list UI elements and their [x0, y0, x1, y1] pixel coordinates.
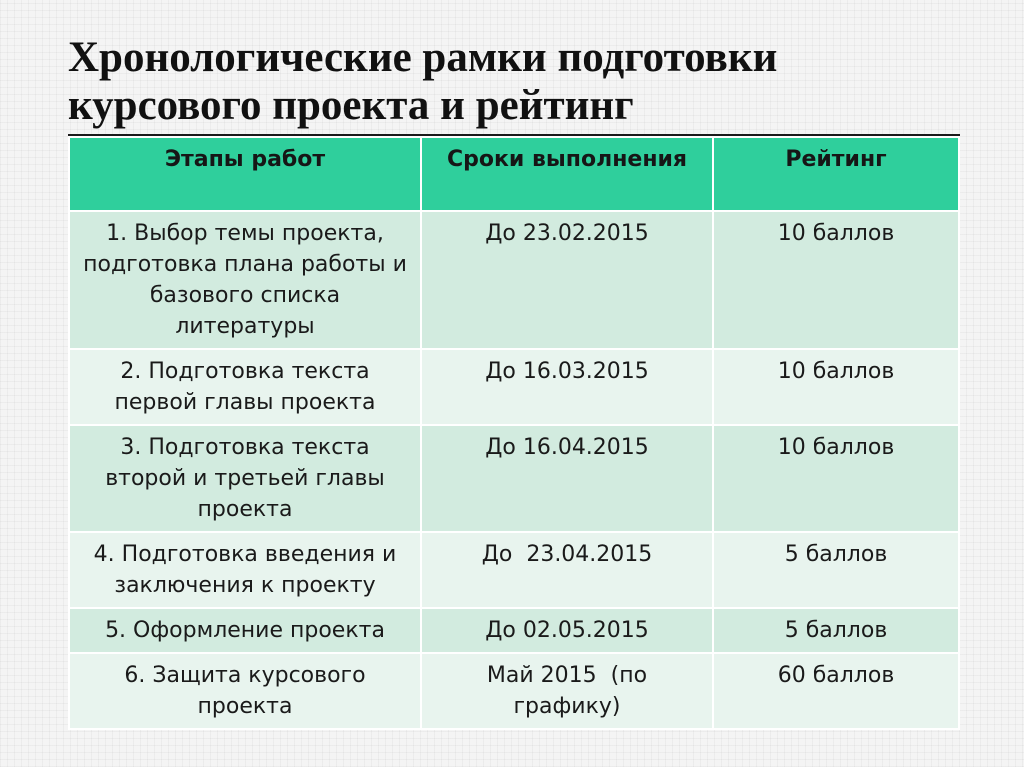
table-body: [69, 211, 959, 729]
rating-cell: 5 баллов: [713, 608, 959, 653]
stage-cell: 3. Подготовка текста второй и третьей главы проекта: [69, 425, 421, 532]
table-row: [69, 349, 959, 425]
deadline-cell: До 16.04.2015: [421, 425, 713, 532]
header-stages: Этапы работ: [69, 137, 421, 211]
rating-cell: 10 баллов: [713, 425, 959, 532]
slide-title-line-2: курсового проекта и рейтинг: [68, 82, 634, 129]
schedule-table: [68, 136, 960, 730]
table-header: [69, 137, 959, 211]
slide-title: [68, 34, 968, 130]
stage-cell: 1. Выбор темы проекта, подготовка плана работы и базового списка литературы: [69, 211, 421, 349]
rating-cell: 10 баллов: [713, 211, 959, 349]
table-row: [69, 532, 959, 608]
rating-cell: 5 баллов: [713, 532, 959, 608]
deadline-cell: До 16.03.2015: [421, 349, 713, 425]
rating-cell: 10 баллов: [713, 349, 959, 425]
rating-cell: 60 баллов: [713, 653, 959, 729]
header-rating: Рейтинг: [713, 137, 959, 211]
slide-title-line-1: Хронологические рамки подготовки: [68, 34, 778, 81]
deadline-cell: До 23.04.2015: [421, 532, 713, 608]
table-row: [69, 653, 959, 729]
header-row: [69, 137, 959, 211]
header-deadlines: Сроки выполнения: [421, 137, 713, 211]
deadline-cell: До 23.02.2015: [421, 211, 713, 349]
table-row: [69, 425, 959, 532]
stage-cell: 4. Подготовка введения и заключения к проекту: [69, 532, 421, 608]
schedule-table-container: [68, 136, 958, 730]
deadline-cell: До 02.05.2015: [421, 608, 713, 653]
deadline-cell: Май 2015 (по графику): [421, 653, 713, 729]
stage-cell: 5. Оформление проекта: [69, 608, 421, 653]
table-row: [69, 608, 959, 653]
stage-cell: 6. Защита курсового проекта: [69, 653, 421, 729]
stage-cell: 2. Подготовка текста первой главы проекта: [69, 349, 421, 425]
table-row: [69, 211, 959, 349]
